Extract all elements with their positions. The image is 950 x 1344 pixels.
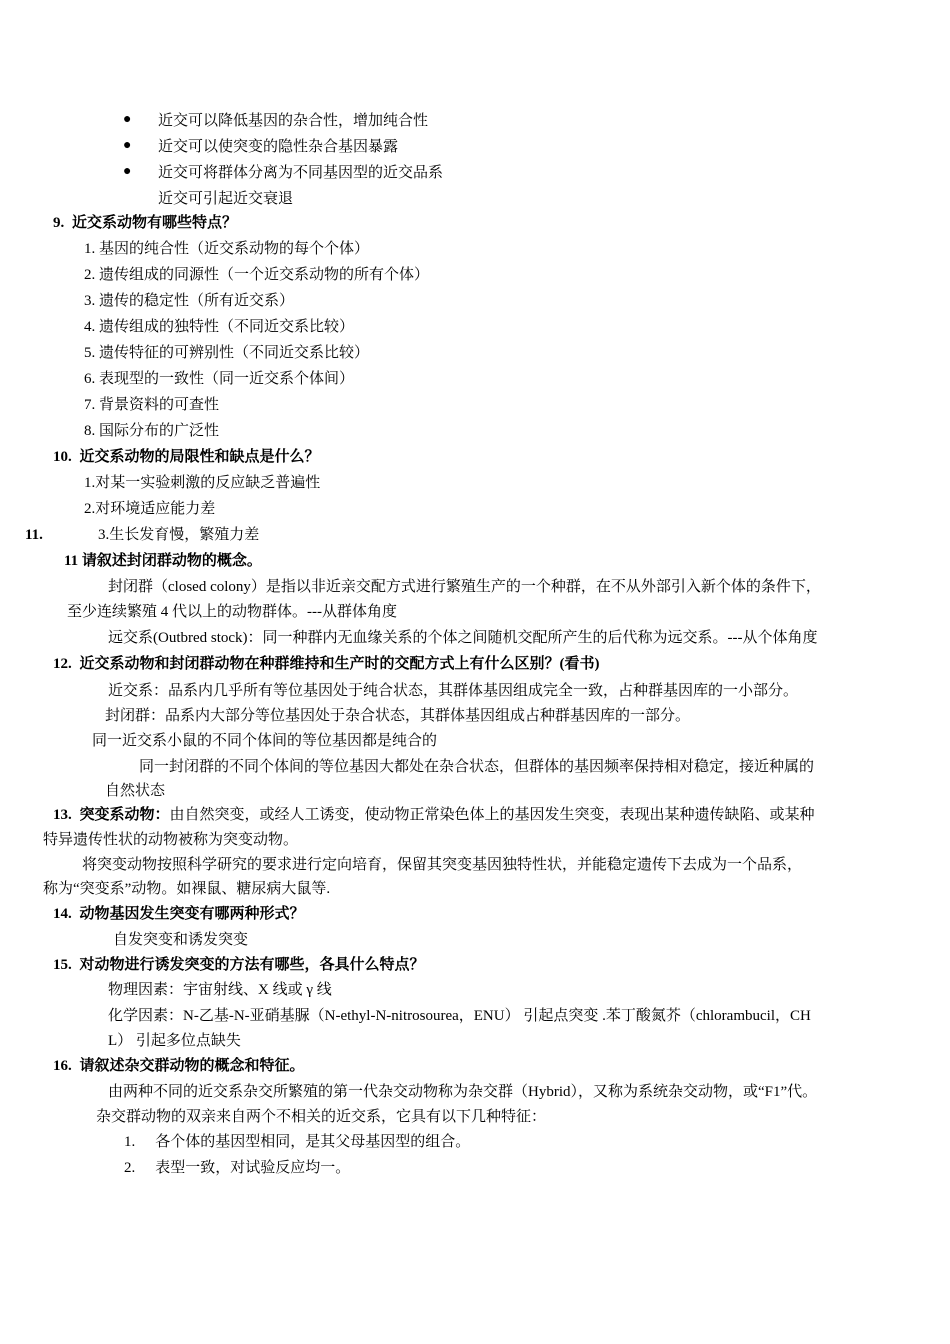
paragraph-line: 称为“突变系”动物。如裸鼠、糖尿病大鼠等. bbox=[43, 881, 331, 897]
paragraph-line: 由两种不同的近交系杂交所繁殖的第一代杂交动物称为杂交群（Hybrid），又称为系统杂交动物，或“F1”代。 bbox=[108, 1084, 818, 1100]
list-item: 4. 遗传组成的独特性（不同近交系比较） bbox=[84, 319, 355, 335]
paragraph-line: 将突变动物按照科学研究的要求进行定向培育，保留其突变基因独特性状，并能稳定遗传下去成为一个品系， bbox=[82, 857, 803, 873]
q15-number: 15. bbox=[53, 957, 72, 973]
list-item: 8. 国际分布的广泛性 bbox=[84, 423, 220, 439]
q9-heading bbox=[53, 213, 237, 233]
paragraph-line: 封闭群（closed colony）是指以非近亲交配方式进行繁殖生产的一个种群，在不从外部引入新个体的条件下， bbox=[108, 579, 821, 595]
q14-number: 14. bbox=[53, 906, 72, 922]
paragraph-line: 自然状态 bbox=[105, 783, 166, 799]
paragraph-line: 远交系(Outbred stock)：同一种群内无血缘关系的个体之间随机交配所产生的后代称为远交系。---从个体角度 bbox=[108, 630, 818, 646]
q16-heading bbox=[53, 1056, 305, 1076]
list-item: 6. 表现型的一致性（同一近交系个体间） bbox=[84, 371, 355, 387]
list-item: 2. 遗传组成的同源性（一个近交系动物的所有个体） bbox=[84, 267, 430, 283]
paragraph-line: 同一近交系小鼠的不同个体间的等位基因都是纯合的 bbox=[92, 733, 438, 749]
paragraph-line: 同一封闭群的不同个体间的等位基因大都处在杂合状态，但群体的基因频率保持相对稳定，接近种属的 bbox=[139, 759, 815, 775]
q15-title: 对动物进行诱发突变的方法有哪些，各具什么特点？ bbox=[79, 957, 425, 973]
list-item: 2.对环境适应能力差 bbox=[84, 501, 216, 517]
q13-number: 13. bbox=[53, 807, 72, 823]
list-item: 2. 表型一致，对试验反应均一。 bbox=[124, 1160, 351, 1176]
q12-title: 近交系动物和封闭群动物在种群维持和生产时的交配方式上有什么区别？(看书) bbox=[79, 656, 600, 672]
paragraph-line: L） 引起多位点缺失 bbox=[108, 1033, 241, 1049]
q14-title: 动物基因发生突变有哪两种形式？ bbox=[79, 906, 305, 922]
bullet-item: 近交可以使突变的隐性杂合基因暴露 bbox=[158, 139, 399, 155]
q10-title: 近交系动物的局限性和缺点是什么？ bbox=[79, 449, 320, 465]
bullet-icon: ● bbox=[123, 112, 132, 127]
list-item: 7. 背景资料的可查性 bbox=[84, 397, 220, 413]
q13-term: 突变系动物： bbox=[79, 807, 170, 823]
list-item: 3. 遗传的稳定性（所有近交系） bbox=[84, 293, 295, 309]
q9-number: 9. bbox=[53, 215, 65, 231]
list-item: 1. 各个体的基因型相同，是其父母基因型的组合。 bbox=[124, 1134, 471, 1150]
q12-heading bbox=[53, 654, 600, 674]
list-item: 5. 遗传特征的可辨别性（不同近交系比较） bbox=[84, 345, 370, 361]
q10-heading bbox=[53, 447, 320, 467]
bullet-item: 近交可以降低基因的杂合性，增加纯合性 bbox=[158, 113, 429, 129]
paragraph-line: 物理因素：宇宙射线、X 线或 γ 线 bbox=[108, 982, 332, 998]
paragraph-line: 化学因素：N-乙基-N-亚硝基脲（N-ethyl-N-nitrosourea，ENU） 引起点突变 .苯丁酸氮芥（chlorambucil，CH bbox=[108, 1008, 811, 1024]
paragraph-line: 至少连续繁殖 4 代以上的动物群体。---从群体角度 bbox=[67, 604, 397, 620]
paragraph-line: 杂交群动物的双亲来自两个不相关的近交系，它具有以下几种特征： bbox=[96, 1109, 547, 1125]
q16-title: 请叙述杂交群动物的概念和特征。 bbox=[79, 1058, 305, 1074]
q15-heading bbox=[53, 955, 425, 975]
list-item: 1.对某一实验刺激的反应缺乏普遍性 bbox=[84, 475, 321, 491]
q10-number: 10. bbox=[53, 449, 72, 465]
bullet-item: 近交可将群体分离为不同基因型的近交品系 bbox=[158, 165, 444, 181]
bullet-continuation: 近交可引起近交衰退 bbox=[158, 191, 294, 207]
stray-number: 11. bbox=[25, 527, 43, 543]
list-item: 3.生长发育慢，繁殖力差 bbox=[98, 527, 260, 543]
paragraph-line: 自发突变和诱发突变 bbox=[113, 932, 249, 948]
q16-number: 16. bbox=[53, 1058, 72, 1074]
q11-title: 11 请叙述封闭群动物的概念。 bbox=[64, 553, 262, 569]
paragraph-line: 13. 突变系动物：由自然突变，或经人工诱变，使动物正常染色体上的基因发生突变，表现出某种遗传缺陷、或某种 bbox=[53, 807, 815, 823]
q9-title: 近交系动物有哪些特点？ bbox=[72, 215, 238, 231]
list-item: 1. 基因的纯合性（近交系动物的每个个体） bbox=[84, 241, 370, 257]
q12-number: 12. bbox=[53, 656, 72, 672]
q14-heading bbox=[53, 904, 305, 924]
paragraph-line: 特异遗传性状的动物被称为突变动物。 bbox=[43, 832, 299, 848]
paragraph-line: 近交系：品系内几乎所有等位基因处于纯合状态，其群体基因组成完全一致，占种群基因库的一小部分。 bbox=[108, 683, 799, 699]
paragraph-line: 封闭群：品系内大部分等位基因处于杂合状态，其群体基因组成占种群基因库的一部分。 bbox=[105, 708, 691, 724]
bullet-icon: ● bbox=[123, 138, 132, 153]
bullet-icon: ● bbox=[123, 164, 132, 179]
